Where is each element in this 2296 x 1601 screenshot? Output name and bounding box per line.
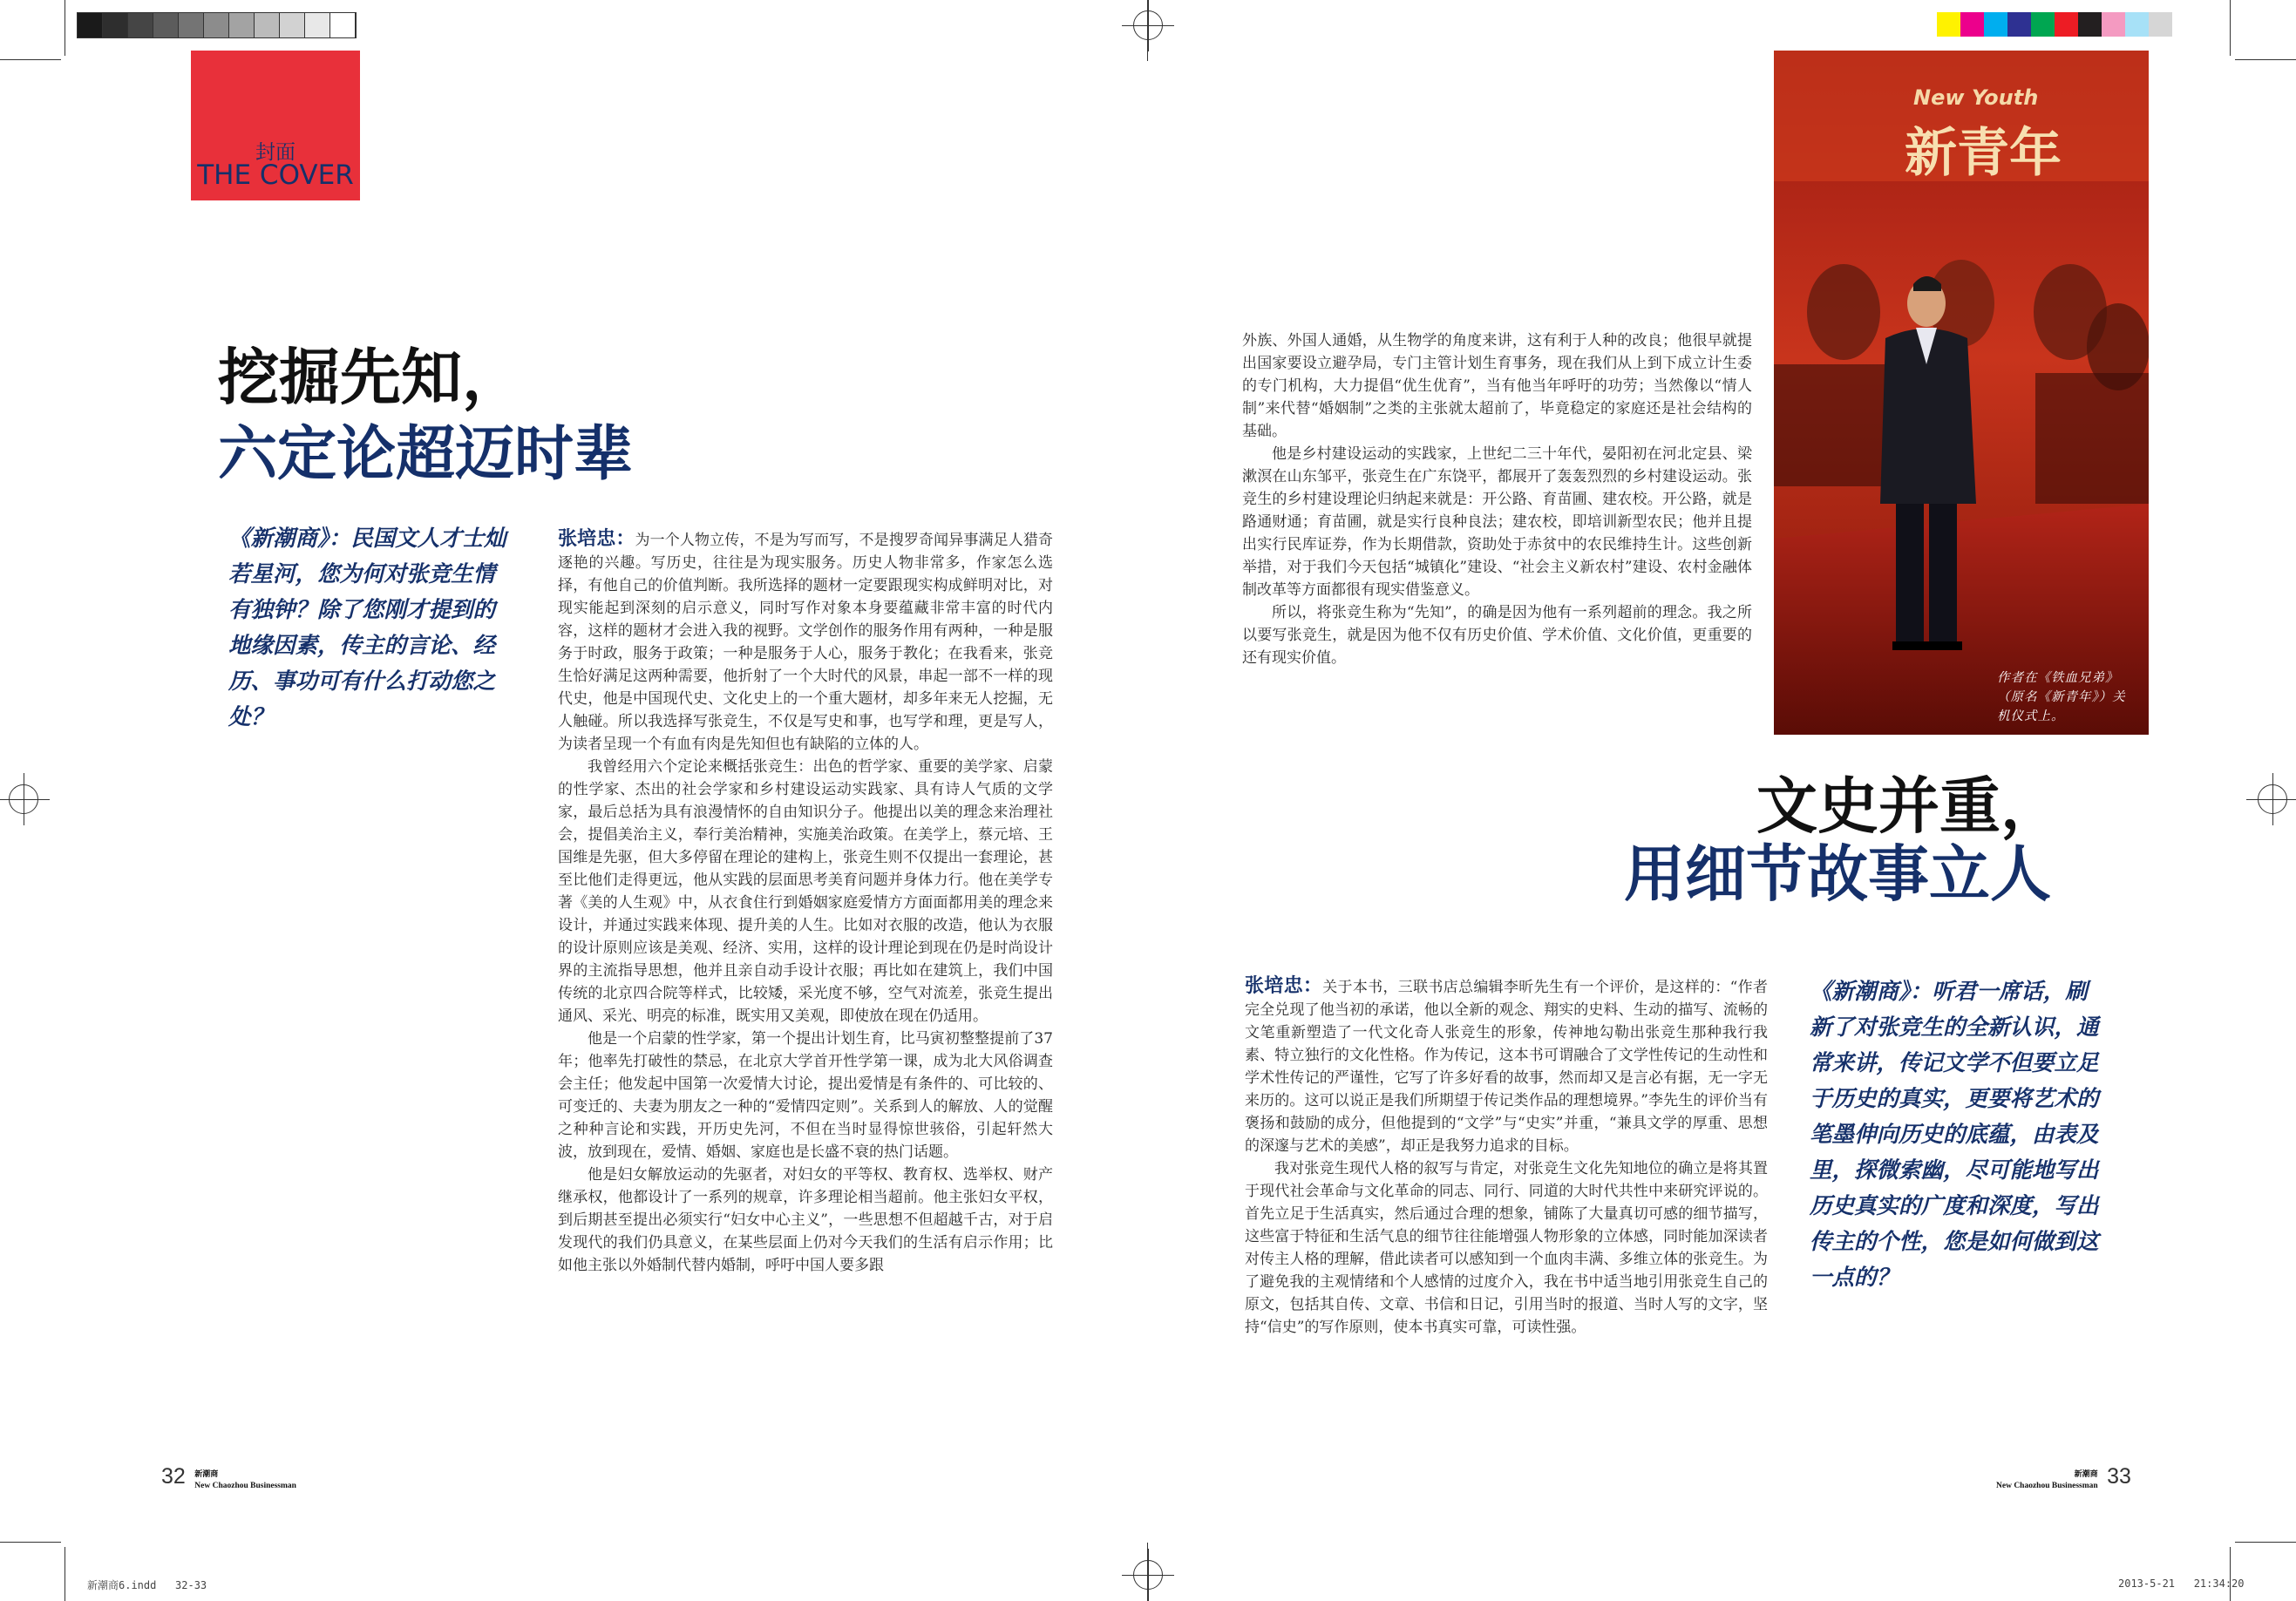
paragraph: 所以，将张竞生称为“先知”，的确是因为他有一系列超前的理念。我之所以要写张竞生，就是因为他不仅有历史价值、学术价值、文化价值，更重要的还有现实价值。	[1242, 604, 1752, 667]
paragraph-text: 为一个人物立传，不是为写而写，不是搜罗奇闻异事满足人猎奇逐艳的兴趣。写历史，往往是为现实服务。历史人物非常多，作家怎么选择，有他自己的价值判断。我所选择的题材一定要跟现实构成鲜明对比，对现实能起到深刻的启示意义，同时写作对象本身要蕴藏非常丰富的时代内容，这样的题材才会进入我的视野。文学创作的服务作用有两种，一种是服务于时政，服务于政策；一种是服务于人心，服务于教化；在我看来，张竞生恰好满足这两种需要，他折射了一个大时代的风景，串起一部不一样的现代史，他是中国现代史、文化史上的一个重大题材，却多年来无人挖掘，无人触碰。所以我选择写张竞生，不仅是写史和事，也写学和理，更是写人，为读者呈现一个有血有肉是先知但也有缺陷的立体的人。	[558, 532, 1053, 753]
poster-banner-en: New Youth	[1913, 85, 2039, 110]
left-title-line1: 挖掘先知，	[218, 341, 523, 413]
paragraph: 他是妇女解放运动的先驱者，对妇女的平等权、教育权、选举权、财产继承权，他都设计了一系列的规章，许多理论相当超前。他主张妇女平权，到后期甚至提出必须实行“妇女中心主义”，一些思想不但超越千古，对于启发现代的我们仍具意义，在某些层面上仍对今天我们的生活有启示作用；比如他主张以外婚制代替内婚制，呼吁中国人要多跟	[558, 1166, 1053, 1274]
author-photo	[1774, 51, 2149, 735]
registration-mark	[1133, 1560, 1163, 1590]
left-title-line2: 六定论超迈时辈	[218, 419, 634, 489]
gray-swatch	[103, 13, 128, 37]
paragraph: 他是一个启蒙的性学家，第一个提出计划生育，比马寅初整整提前了37年；他率先打破性的禁忌，在北京大学首开性学第一课，成为北大风俗调查会主任；他发起中国第一次爱情大讨论，提出爱情是有条件的、可比较的、可变迁的、夫妻为朋友之一种的“爱情四定则”。关系到人的解放、人的觉醒之种种言论和实践，开历史先河，不但在当时显得惊世骇俗，引起轩然大波，放到现在，爱情、婚姻、家庭也是长盛不衰的热门话题。	[558, 1030, 1053, 1161]
file-slug: 新潮商6.indd 32-33	[87, 1579, 207, 1591]
registration-mark	[9, 784, 38, 814]
registration-mark	[2258, 784, 2287, 814]
color-swatch	[2078, 12, 2102, 37]
page-number: 32	[161, 1464, 186, 1489]
crop-mark	[2230, 0, 2231, 56]
poster-banner-cn: 新青年	[1905, 123, 2062, 184]
magazine-name-cn: 新潮商	[2074, 1469, 2098, 1478]
page-number: 33	[2107, 1464, 2131, 1489]
speaker-name: 张培忠：	[558, 527, 635, 550]
magazine-name-en: New Chaozhou Businessman	[1996, 1482, 2098, 1490]
gray-swatch	[305, 13, 330, 37]
speaker-name: 张培忠：	[1245, 974, 1323, 997]
color-swatch	[1937, 12, 1960, 37]
color-swatch	[2007, 12, 2031, 37]
right-title-line2: 用细节故事立人	[1624, 838, 2051, 910]
magazine-name-en: New Chaozhou Businessman	[194, 1482, 296, 1490]
paragraph: 我曾经用六个定论来概括张竞生：出色的哲学家、重要的美学家、启蒙的性学家、杰出的社会学家和乡村建设运动实践家、具有诗人气质的文学家，最后总括为具有浪漫情怀的自由知识分子。他提出以美的理念来治理社会，提倡美治主义，奉行美治精神，实施美治政策。在美学上，蔡元培、王国维是先驱，但大多停留在理论的建构上，张竞生则不仅提出一套理论，甚至比他们走得更远，他从实践的层面思考美育问题并身体力行。他在美学专著《美的人生观》中，从衣食住行到婚姻家庭爱情方方面面都用美的理念来设计，并通过实践来体现、提升美的人生。比如对衣服的改造，他认为衣服的设计原则应该是美观、经济、实用，这样的设计理论到现在仍是时尚设计界的主流指导思想，他并且亲自动手设计衣服；再比如在建筑上，我们中国传统的北京四合院等样式，比较矮，采光度不够，空气对流差，张竞生提出通风、采光、明亮的标准，既实用又美观，即使放在现在仍适用。	[558, 758, 1053, 1025]
crop-mark	[2230, 1547, 2231, 1601]
right-folio	[1996, 1464, 2131, 1491]
section-tag-en: THE COVER	[197, 159, 354, 191]
color-swatch	[2149, 12, 2172, 37]
color-swatch	[2055, 12, 2078, 37]
body-column-1	[558, 527, 1053, 1277]
crop-mark	[0, 1542, 61, 1543]
gray-swatch	[78, 13, 103, 37]
gray-swatch	[229, 13, 255, 37]
section-tag-cn: 封面	[255, 141, 295, 164]
color-swatch	[1960, 12, 1984, 37]
left-folio	[161, 1464, 296, 1491]
grayscale-bar	[77, 12, 357, 38]
body-column-2	[1242, 329, 1752, 669]
color-bar	[1937, 12, 2172, 37]
crop-mark	[0, 59, 61, 60]
gray-swatch	[128, 13, 153, 37]
timestamp-slug: 2013-5-21 21:34:20	[2118, 1577, 2245, 1590]
magazine-name-cn: 新潮商	[194, 1469, 219, 1478]
registration-mark	[1133, 10, 1163, 40]
paragraph: 他是乡村建设运动的实践家，上世纪二三十年代，晏阳初在河北定县、梁漱溟在山东邹平，张竞生在广东饶平，都展开了轰轰烈烈的乡村建设运动。张竞生的乡村建设理论归纳起来就是：开公路、育苗圃、建农校。开公路，就是路通财通；育苗圃，就是实行良种良法；建农校，即培训新型农民；他并且提出实行民库证券，作为长期借款，资助处于赤贫中的农民维持生计。这些创新举措，对于我们今天包括“城镇化”建设、“社会主义新农村”建设、农村金融体制改革等方面都很有现实借鉴意义。	[1242, 445, 1752, 599]
interview-question-1: 《新潮商》：民国文人才士灿若星河，您为何对张竞生情有独钟？除了您刚才提到的地缘因素，传主的言论、经历、事功可有什么打动您之处？	[228, 526, 506, 730]
color-swatch	[2125, 12, 2149, 37]
paragraph	[558, 527, 1053, 756]
gray-swatch	[204, 13, 229, 37]
body-column-3	[1245, 974, 1768, 1339]
color-swatch	[1984, 12, 2007, 37]
paragraph: 我对张竞生现代人格的叙写与肯定，对张竞生文化先知地位的确立是将其置于现代社会革命与文化革命的同志、同行、同道的大时代共性中来研究评说的。首先立足于生活真实，然后通过合理的想象，铺陈了大量真切可感的细节描写，这些富于特征和生活气息的细节往往能增强人物形象的立体感，同时能加深读者对传主人格的理解，借此读者可以感知到一个血肉丰满、多维立体的张竞生。为了避免我的主观情绪和个人感情的过度介入，我在书中适当地引用张竞生自己的原文，包括其自传、文章、书信和日记，引用当时的报道、当时人写的文字，坚持“信史”的写作原则，使本书真实可靠，可读性强。	[1245, 1160, 1768, 1336]
color-swatch	[2031, 12, 2055, 37]
paragraph: 外族、外国人通婚，从生物学的角度来讲，这有利于人种的改良；他很早就提出国家要设立避孕局，专门主管计划生育事务，现在我们从上到下成立计生委的专门机构，大力提倡“优生优育”，当有他当年呼吁的功劳；当然像以“情人制”来代替“婚姻制”之类的主张就太超前了，毕竟稳定的家庭还是社会结构的基础。	[1242, 332, 1752, 440]
gray-swatch	[280, 13, 305, 37]
gray-swatch	[255, 13, 280, 37]
photo-caption: 作者在《铁血兄弟》（原名《新青年》）关机仪式上。	[1997, 671, 2126, 723]
interview-question-2: 《新潮商》：听君一席话，刷新了对张竞生的全新认识，通常来讲，传记文学不但要立足于历史的真实，更要将艺术的笔墨伸向历史的底蕴，由表及里，探微索幽，尽可能地写出历史真实的广度和深度，写出传主的个性，您是如何做到这一点的？	[1810, 979, 2099, 1291]
right-title-line1: 文史并重，	[1756, 770, 2062, 842]
gray-swatch	[153, 13, 179, 37]
paragraph-text: 关于本书，三联书店总编辑李昕先生有一个评价，是这样的：“作者完全兑现了他当初的承诺，他以全新的观念、翔实的史料、生动的描写、流畅的文笔重新塑造了一代文化奇人张竞生的形象，传神地勾勒出张竞生那种我行我素、特立独行的文化性格。作为传记，这本书可谓融合了文学性传记的生动性和学术性传记的严谨性，它写了许多好看的故事，然而却又是言必有据，无一字无来历的。这可以说正是我们所期望于传记类作品的理想境界。”李先生的评价当有褒扬和鼓励的成分，但他提到的“文学”与“史实”并重，“兼具文学的厚重、思想的深邃与艺术的美感”，却正是我努力追求的目标。	[1245, 979, 1768, 1155]
crop-mark	[2235, 59, 2296, 60]
crop-mark	[2235, 1542, 2296, 1543]
gray-swatch	[179, 13, 204, 37]
section-tag	[191, 51, 360, 200]
color-swatch	[2102, 12, 2125, 37]
gray-swatch	[330, 13, 356, 37]
paragraph	[1245, 974, 1768, 1157]
